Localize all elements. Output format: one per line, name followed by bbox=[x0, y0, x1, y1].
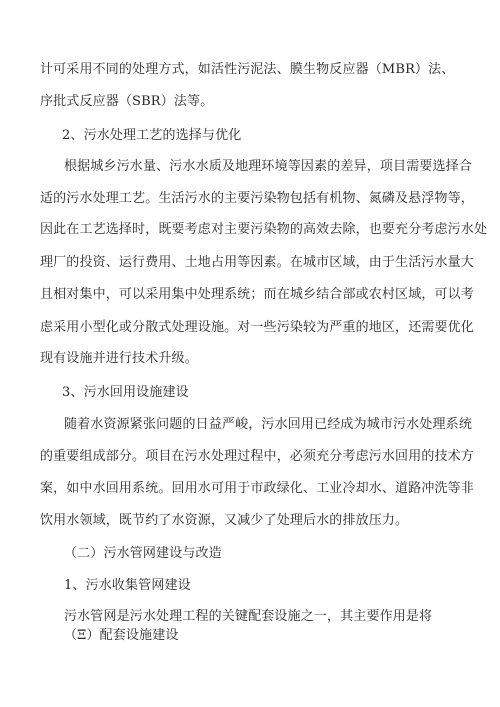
paragraph-line: 随着水资源紧张问题的日益严峻，污水回用已经成为城市污水处理系统 bbox=[64, 417, 472, 432]
paragraph-line: 适的污水处理工艺。生活污水的主要污染物包括有机物、氮磷及悬浮物等， bbox=[40, 191, 474, 206]
section-heading: （Ξ）配套设施建设 bbox=[64, 628, 179, 643]
paragraph-line: 的重要组成部分。项目在污水处理过程中，必须充分考虑污水回用的技术方 bbox=[40, 449, 474, 464]
paragraph-line: 污水管网是污水处理工程的关键配套设施之一，其主要作用是将 bbox=[64, 609, 433, 624]
paragraph-line: 且相对集中，可以采用集中处理系统；而在城乡结合部或农村区域，可以考 bbox=[40, 287, 474, 302]
paragraph-line: 计可采用不同的处理方式，如活性污泥法、膜生物反应器（MBR）法、 bbox=[40, 62, 455, 77]
paragraph-line: 饮用水领域，既节约了水资源，又减少了处理后水的排放压力。 bbox=[40, 513, 409, 528]
paragraph-line: 虑采用小型化或分散式处理设施。对一些污染较为严重的地区，还需要优化 bbox=[40, 320, 474, 335]
paragraph-line: 案，如中水回用系统。回用水可用于市政绿化、工业冷却水、道路冲洗等非 bbox=[40, 481, 474, 496]
section-heading: 3、污水回用设施建设 bbox=[62, 385, 189, 400]
paragraph-line: 现有设施并进行技术升级。 bbox=[40, 351, 198, 366]
paragraph-line: 序批式反应器（SBR）法等。 bbox=[40, 94, 214, 109]
paragraph-line: 理厂的投资、运行费用、土地占用等因素。在城市区域，由于生活污水量大 bbox=[40, 255, 474, 270]
section-heading: （二）污水管网建设与改造 bbox=[64, 546, 222, 561]
paragraph-line: 根据城乡污水量、污水水质及地理环境等因素的差异，项目需要选择合 bbox=[64, 159, 472, 174]
section-heading: 1、污水收集管网建设 bbox=[64, 578, 191, 593]
section-heading: 2、污水处理工艺的选择与优化 bbox=[62, 128, 242, 143]
paragraph-line: 因此在工艺选择时，既要考虑对主要污染物的高效去除，也要充分考虑污水处 bbox=[40, 222, 488, 237]
